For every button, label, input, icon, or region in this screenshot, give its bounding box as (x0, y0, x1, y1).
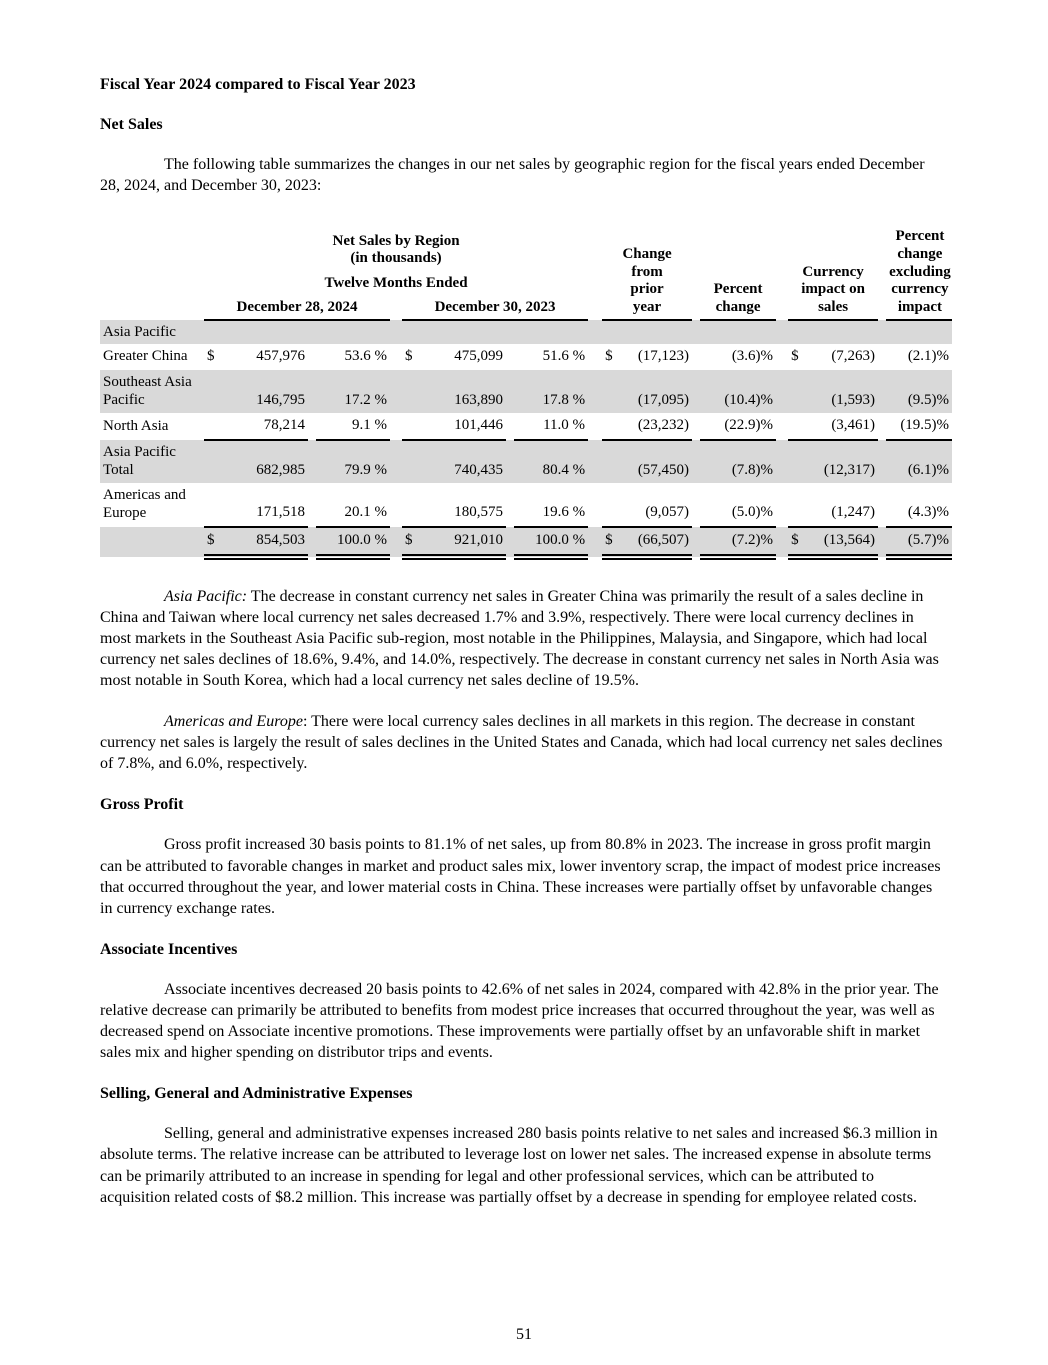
header-percent-change-excluding-currency: Percent change excluding currency impact (886, 226, 952, 319)
dollar-sign: $ (605, 348, 613, 365)
heading-associate-incentives: Associate Incentives (100, 940, 238, 958)
table-row-southeast-asia-pacific (100, 370, 952, 413)
percent-excluding-currency: (9.5)% (886, 370, 952, 413)
currency-impact-amount: (1,247) (804, 483, 878, 526)
currency-impact-amount: (1,593) (804, 370, 878, 413)
header-spacer (390, 294, 402, 319)
percent-2023: 11.0 % (514, 413, 588, 440)
percent-2023: 80.4 % (514, 440, 588, 483)
row-label: Americas and Europe (103, 487, 186, 522)
percent-excluding-currency: (2.1)% (907, 348, 950, 365)
table-row-north-asia (100, 413, 952, 440)
header-spacer (878, 226, 886, 319)
currency-impact-amount: (12,317) (804, 440, 878, 483)
percent-2024: 53.6 % (344, 348, 387, 365)
percent-2024: 9.1 % (316, 413, 390, 440)
dollar-sign: $ (405, 348, 413, 365)
row-label: Asia Pacific Total (100, 440, 204, 483)
change-amount: (17,095) (620, 370, 692, 413)
amount-2023: 163,890 (422, 370, 506, 413)
amount-2024: 457,976 (256, 348, 305, 365)
sga-paragraph: Selling, general and administrative expenses increased 280 basis points relative to net sales and increased $6.3 million in absolute terms. The relative increase can be attributed to leverage lost on lower net sales. The increased expense in absolute terms can be primarily attributed to an increase in spending for legal and other professional services, which can be attributed to acquisition related costs of $8.2 million. This increase was partially offset by a decrease in spending for employee related costs. (100, 1125, 938, 1206)
percent-2024: 79.9 % (316, 440, 390, 483)
percent-2024: 100.0 % (316, 527, 390, 557)
percent-2024: 20.1 % (316, 483, 390, 526)
percent-change: (7.2)% (700, 527, 776, 557)
percent-excluding-currency: (6.1)% (886, 440, 952, 483)
table-row-greater-china (100, 344, 952, 370)
dollar-sign: $ (402, 527, 422, 557)
row-label (100, 527, 204, 557)
header-date-2023: December 30, 2023 (402, 294, 588, 319)
dollar-sign: $ (791, 348, 799, 365)
amount-2024: 171,518 (224, 483, 308, 526)
percent-2023: 100.0 % (514, 527, 588, 557)
table-row-total (100, 527, 952, 557)
header-spacer (776, 226, 788, 319)
amount-2024: 682,985 (224, 440, 308, 483)
table-row-asia-pacific-total (100, 440, 952, 483)
amount-2024: 146,795 (224, 370, 308, 413)
associate-incentives-paragraph: Associate incentives decreased 20 basis points to 42.6% of net sales in 2024, compared with 42.8% in the prior year. The relative decrease can primarily be attributed to benefits from modest price increases that occurred throughout the year, was well as decreased spend on Associate incentive promotions. These improvements were partially offset by an unfavorable shift in market sales mix and higher spending on distributor trips and events. (100, 980, 939, 1062)
header-spacer-label (100, 226, 204, 319)
header-date-2024: December 28, 2024 (204, 294, 390, 319)
percent-change: (5.0)% (700, 483, 776, 526)
table-header-row-1 (100, 226, 952, 270)
change-amount: (9,057) (620, 483, 692, 526)
americas-europe-lead: Americas and Europe (164, 713, 303, 731)
asia-pacific-lead: Asia Pacific: (164, 587, 248, 605)
percent-change: (22.9)% (700, 413, 776, 440)
row-label: Greater China (103, 348, 188, 365)
table-row-asia-pacific-section (100, 320, 952, 345)
percent-2023: 17.8 % (514, 370, 588, 413)
dollar-sign: $ (204, 527, 224, 557)
header-change-from-prior-year: Change from prior year (602, 226, 692, 319)
percent-excluding-currency: (5.7)% (886, 527, 952, 557)
gross-profit-paragraph: Gross profit increased 30 basis points to 81.1% of net sales, up from 80.8% in 2023. The increase in gross profit margin can be attributed to favorable changes in market and product sales mix, lower inventory scrap, the impact of modest price increases that occurred throughout the year, and lower material costs in China. These increases were partially offset by unfavorable changes in currency exchange rates. (100, 836, 941, 917)
percent-change: (3.6)% (731, 348, 774, 365)
header-twelve-months-ended: Twelve Months Ended (324, 274, 468, 291)
currency-impact-amount: (3,461) (804, 413, 878, 440)
header-currency-impact: Currency impact on sales (788, 226, 878, 319)
currency-impact-amount: (13,564) (804, 527, 878, 557)
row-label: Southeast Asia Pacific (100, 370, 204, 413)
percent-2024: 17.2 % (316, 370, 390, 413)
header-spacer (588, 226, 602, 319)
percent-2023: 19.6 % (514, 483, 588, 526)
change-amount: (23,232) (620, 413, 692, 440)
amount-2023: 740,435 (422, 440, 506, 483)
row-label: North Asia (103, 418, 169, 435)
percent-2023: 51.6 % (542, 348, 586, 365)
americas-europe-paragraph (100, 711, 948, 774)
americas-europe-text: : There were local currency sales declines in all markets in this region. The decrease in constant currency net sales is largely the result of sales declines in the United States and Canada, which had local currency net sales declines of 7.8%, and 6.0%, respectively. (100, 713, 943, 773)
heading-fiscal-year-comparison: Fiscal Year 2024 compared to Fiscal Year 2023 (100, 76, 416, 93)
amount-2023: 921,010 (422, 527, 506, 557)
amount-2024: 854,503 (224, 527, 308, 557)
heading-gross-profit: Gross Profit (100, 796, 184, 814)
header-spacer (692, 226, 700, 319)
amount-2024: 78,214 (224, 413, 308, 440)
dollar-sign: $ (602, 527, 620, 557)
table-row-americas-and-europe (100, 483, 952, 526)
percent-change: (10.4)% (700, 370, 776, 413)
table-title-line1: Net Sales by Region (332, 232, 460, 249)
change-amount: (66,507) (620, 527, 692, 557)
percent-change: (7.8)% (700, 440, 776, 483)
amount-2023: 101,446 (422, 413, 506, 440)
net-sales-by-region-table (100, 226, 952, 559)
header-percent-change: Percent change (700, 226, 776, 319)
change-amount: (17,123) (637, 348, 690, 365)
asia-pacific-text: The decrease in constant currency net sales in Greater China was primarily the result of a sales decline in China and Taiwan where local currency net sales decreased 1.7% and 3.9%, respectively. There were local currency declines in most markets in the Southeast Asia Pacific sub-region, most notable in the Philippines, Malaysia, and Singapore, which had local currency net sales declines of 18.6%, 9.4%, and 14.0%, respectively. The decrease in constant currency net sales in North Asia was most notable in South Korea, which had a local currency net sales decline of 19.5%. (100, 587, 939, 689)
header-group-title (204, 226, 588, 270)
intro-paragraph: The following table summarizes the changes in our net sales by geographic region for the fiscal years ended December 28, 2024, and December 30, 2023: (100, 156, 925, 195)
amount-2023: 475,099 (454, 348, 503, 365)
table-title-line2: (in thousands) (350, 250, 442, 267)
heading-sga-expenses: Selling, General and Administrative Expenses (100, 1085, 413, 1103)
percent-excluding-currency: (19.5)% (886, 413, 952, 440)
percent-excluding-currency: (4.3)% (886, 483, 952, 526)
heading-net-sales: Net Sales (100, 116, 163, 133)
dollar-sign: $ (788, 527, 804, 557)
dollar-sign: $ (207, 348, 215, 365)
page-number: 51 (516, 1325, 532, 1343)
amount-2023: 180,575 (422, 483, 506, 526)
section-label: Asia Pacific (100, 320, 952, 345)
change-amount: (57,450) (620, 440, 692, 483)
asia-pacific-paragraph (100, 586, 948, 692)
currency-impact-amount: (7,263) (831, 348, 876, 365)
